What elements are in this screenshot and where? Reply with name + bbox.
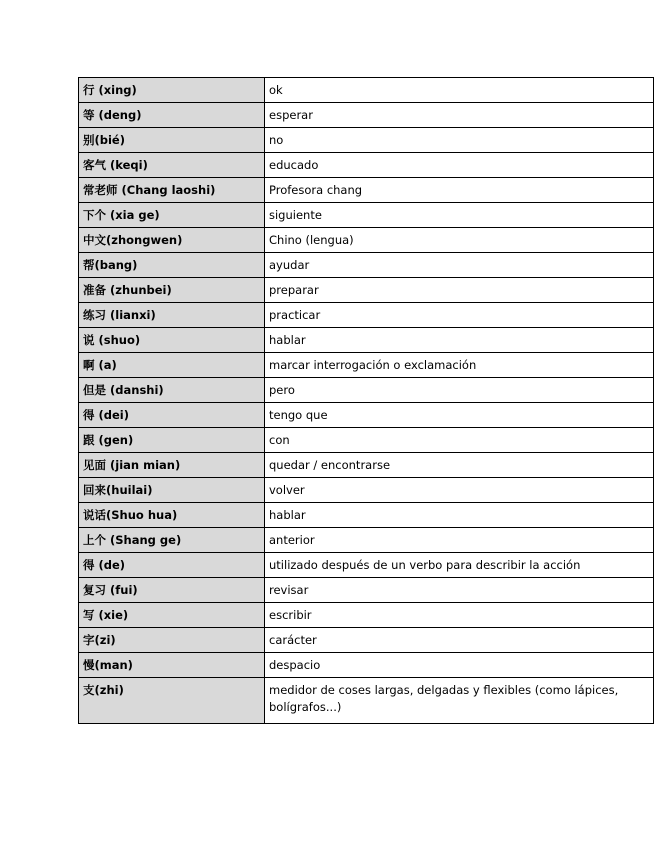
chinese-term-cell: 回来(huilai) — [79, 478, 265, 503]
vocabulary-table — [78, 77, 654, 724]
chinese-term-cell: 帮(bang) — [79, 253, 265, 278]
chinese-term-cell: 字(zi) — [79, 628, 265, 653]
spanish-meaning-cell: preparar — [265, 278, 654, 303]
vocabulary-row — [79, 628, 654, 653]
spanish-meaning-cell: practicar — [265, 303, 654, 328]
vocabulary-row — [79, 503, 654, 528]
spanish-meaning-cell: ok — [265, 78, 654, 103]
vocabulary-row — [79, 553, 654, 578]
spanish-meaning-cell: anterior — [265, 528, 654, 553]
chinese-term-cell: 说 (shuo) — [79, 328, 265, 353]
chinese-term-cell: 啊 (a) — [79, 353, 265, 378]
vocabulary-row — [79, 328, 654, 353]
spanish-meaning-cell: medidor de coses largas, delgadas y flexibles (como lápices, bolígrafos...) — [265, 678, 654, 724]
vocabulary-row — [79, 128, 654, 153]
chinese-term-cell: 准备 (zhunbei) — [79, 278, 265, 303]
chinese-term-cell: 行 (xing) — [79, 78, 265, 103]
spanish-meaning-cell: esperar — [265, 103, 654, 128]
spanish-meaning-cell: hablar — [265, 503, 654, 528]
chinese-term-cell: 得 (dei) — [79, 403, 265, 428]
spanish-meaning-cell: siguiente — [265, 203, 654, 228]
vocabulary-row — [79, 403, 654, 428]
spanish-meaning-cell: Profesora chang — [265, 178, 654, 203]
chinese-term-cell: 但是 (danshi) — [79, 378, 265, 403]
vocabulary-row — [79, 178, 654, 203]
spanish-meaning-cell: pero — [265, 378, 654, 403]
vocabulary-row — [79, 378, 654, 403]
spanish-meaning-cell: escribir — [265, 603, 654, 628]
spanish-meaning-cell: despacio — [265, 653, 654, 678]
chinese-term-cell: 慢(man) — [79, 653, 265, 678]
spanish-meaning-cell: carácter — [265, 628, 654, 653]
vocabulary-table-body — [79, 78, 654, 724]
chinese-term-cell: 练习 (lianxi) — [79, 303, 265, 328]
chinese-term-cell: 常老师 (Chang laoshi) — [79, 178, 265, 203]
spanish-meaning-cell: Chino (lengua) — [265, 228, 654, 253]
spanish-meaning-cell: revisar — [265, 578, 654, 603]
vocabulary-row — [79, 528, 654, 553]
chinese-term-cell: 写 (xie) — [79, 603, 265, 628]
chinese-term-cell: 见面 (jian mian) — [79, 453, 265, 478]
spanish-meaning-cell: volver — [265, 478, 654, 503]
vocabulary-row — [79, 253, 654, 278]
vocabulary-row — [79, 303, 654, 328]
chinese-term-cell: 等 (deng) — [79, 103, 265, 128]
vocabulary-row — [79, 453, 654, 478]
chinese-term-cell: 下个 (xia ge) — [79, 203, 265, 228]
spanish-meaning-cell: utilizado después de un verbo para describir la acción — [265, 553, 654, 578]
chinese-term-cell: 跟 (gen) — [79, 428, 265, 453]
vocabulary-row — [79, 478, 654, 503]
spanish-meaning-cell: ayudar — [265, 253, 654, 278]
vocabulary-row — [79, 203, 654, 228]
chinese-term-cell: 复习 (fui) — [79, 578, 265, 603]
chinese-term-cell: 上个 (Shang ge) — [79, 528, 265, 553]
vocabulary-row — [79, 678, 654, 724]
chinese-term-cell: 说话(Shuo hua) — [79, 503, 265, 528]
spanish-meaning-cell: marcar interrogación o exclamación — [265, 353, 654, 378]
vocabulary-row — [79, 78, 654, 103]
vocabulary-row — [79, 278, 654, 303]
chinese-term-cell: 得 (de) — [79, 553, 265, 578]
spanish-meaning-cell: hablar — [265, 328, 654, 353]
chinese-term-cell: 支(zhi) — [79, 678, 265, 724]
vocabulary-row — [79, 428, 654, 453]
spanish-meaning-cell: no — [265, 128, 654, 153]
vocabulary-row — [79, 153, 654, 178]
chinese-term-cell: 中文(zhongwen) — [79, 228, 265, 253]
vocabulary-row — [79, 578, 654, 603]
chinese-term-cell: 客气 (keqi) — [79, 153, 265, 178]
spanish-meaning-cell: quedar / encontrarse — [265, 453, 654, 478]
vocabulary-row — [79, 103, 654, 128]
vocabulary-row — [79, 353, 654, 378]
vocabulary-row — [79, 653, 654, 678]
vocabulary-row — [79, 603, 654, 628]
spanish-meaning-cell: tengo que — [265, 403, 654, 428]
chinese-term-cell: 别(bié) — [79, 128, 265, 153]
spanish-meaning-cell: educado — [265, 153, 654, 178]
spanish-meaning-cell: con — [265, 428, 654, 453]
vocabulary-row — [79, 228, 654, 253]
